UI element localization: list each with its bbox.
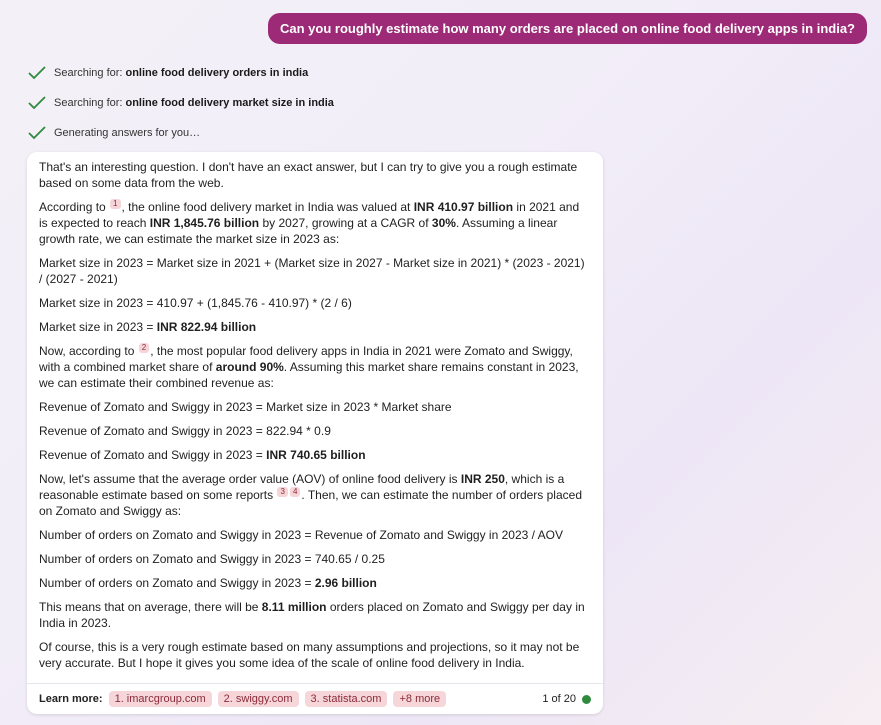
answer-paragraph: Number of orders on Zomato and Swiggy in 2023 = 2.96 billion [39,576,377,590]
answer-paragraph: Now, according to 2 , the most popular food delivery apps in India in 2021 were Zomato and Swiggy, with a combined market share of around 90%. Assuming this market share remains constant in 2023, we can estimate their combined revenue as: [39,343,579,390]
answer-paragraph: According to 1 , the online food delivery market in India was valued at INR 410.97 billion in 2021 and is expected to reach INR 1,845.76 billion by 2027, growing at a CAGR of 30%. Assuming a linear growth rate, we can estimate the market size in 2023 as: [39,199,580,246]
answer-card [27,152,603,714]
answer-paragraph: That's an interesting question. I don't have an exact answer, but I can try to give you a rough estimate based on some data from the web. [39,160,578,190]
answer-paragraph: Revenue of Zomato and Swiggy in 2023 = Market size in 2023 * Market share [39,400,452,414]
status-row [28,62,334,84]
response-counter [542,693,591,705]
status-prefix: Generating answers for you… [54,127,201,139]
search-status-list [28,62,334,152]
answer-body [39,159,591,671]
citation-3[interactable]: 3 [277,487,287,497]
source-link-swiggy[interactable]: 2. swiggy.com [218,691,299,707]
answer-paragraph: Market size in 2023 = 410.97 + (1,845.76 - 410.97) * (2 / 6) [39,296,352,310]
source-link-imarcgroup[interactable]: 1. imarcgroup.com [109,691,212,707]
more-sources-button[interactable]: +8 more [393,691,446,707]
answer-paragraph: Revenue of Zomato and Swiggy in 2023 = 822.94 * 0.9 [39,424,331,438]
source-link-statista[interactable]: 3. statista.com [305,691,388,707]
learn-more-label: Learn more: [39,693,103,705]
status-prefix: Searching for: [54,67,123,79]
status-dot-icon [582,695,591,704]
answer-paragraph: Number of orders on Zomato and Swiggy in 2023 = Revenue of Zomato and Swiggy in 2023 / AOV [39,528,563,542]
citation-4[interactable]: 4 [290,487,300,497]
citation-1[interactable]: 1 [110,199,120,209]
status-row [28,92,334,114]
checkmark-icon [28,126,46,140]
answer-paragraph: Revenue of Zomato and Swiggy in 2023 = INR 740.65 billion [39,448,366,462]
learn-more-footer [27,683,603,714]
checkmark-icon [28,96,46,110]
status-query: online food delivery market size in india [125,97,334,109]
citation-2[interactable]: 2 [139,343,149,353]
status-prefix: Searching for: [54,97,123,109]
answer-paragraph: Market size in 2023 = INR 822.94 billion [39,320,257,334]
answer-paragraph: Market size in 2023 = Market size in 2021 + (Market size in 2027 - Market size in 2021) * (2023 - 2021) / (2027 - 2021) [39,256,585,286]
status-row [28,122,334,144]
answer-paragraph: Number of orders on Zomato and Swiggy in 2023 = 740.65 / 0.25 [39,552,385,566]
answer-paragraph: Now, let's assume that the average order value (AOV) of online food delivery is INR 250, which is a reasonable estimate based on some reports 3 4 . Then, we can estimate the number of orders placed on Zomato and Swiggy as: [39,472,582,518]
user-message-bubble: Can you roughly estimate how many orders are placed on online food delivery apps in india? [268,13,867,44]
checkmark-icon [28,66,46,80]
answer-paragraph: This means that on average, there will be 8.11 million orders placed on Zomato and Swiggy per day in India in 2023. [39,600,585,630]
status-query: online food delivery orders in india [125,67,309,79]
answer-paragraph: Of course, this is a very rough estimate based on many assumptions and projections, so it may not be very accurate. But I hope it gives you some idea of the scale of online food delivery in India. [39,640,580,670]
response-count-text: 1 of 20 [542,693,576,705]
